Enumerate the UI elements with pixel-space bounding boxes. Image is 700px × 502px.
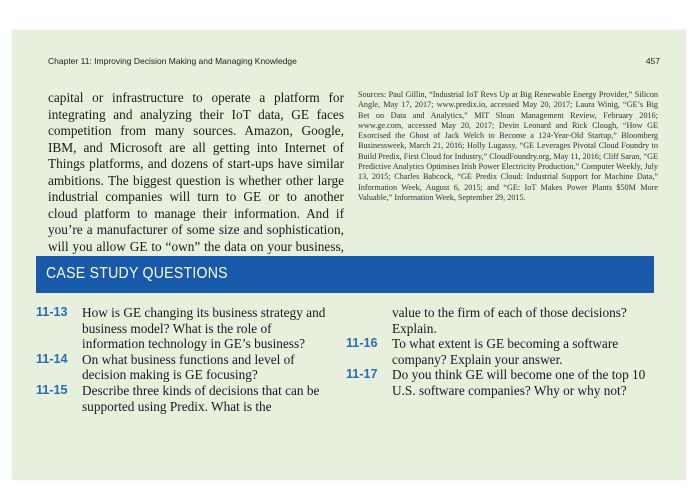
question-number: 11-14	[36, 351, 68, 366]
question-number: 11-17	[346, 367, 378, 382]
question-number: 11-15	[36, 382, 68, 397]
page-number: 457	[645, 56, 660, 66]
question-item	[36, 352, 336, 383]
question-item	[346, 367, 646, 398]
sources-citation: Sources: Paul Gillin, “Industrial IoT Revs Up at Big Renewable Energy Provider,” Silicon Angle, May 17, 2017; www.predix.io, accessed May 20, 2017; Laura Winig, “GE’s Big Bet on Data and Analytics,” MIT Sloan Management Review, February 2016; www.ge.com, accessed May 20, 2017; Devin Leonard and Rick Clough, “How GE Exorcised the Ghost of Jack Welch to Become a 124-Year-Old Startup,” Bloomberg Businessweek, March 21, 2016; Holly Lugassy, “GE Leverages Pivotal Cloud Foundry to Build Predix, First Cloud for Industry,” CloudFoundry.org, May 11, 2016; Cliff Saran, “GE Predictive Analytics Optimises Irish Power Electricity Production,” Computer Weekly, July 13, 2015; Charles Babcock, “GE Predix Cloud: Industrial Support for Machine Data,” Information Week, August 6, 2015; and “GE: IoT Makes Power Plants $50M More Valuable,” Information Week, September 29, 2015.	[358, 90, 658, 202]
question-text: How is GE changing its business strategy and business model? What is the role of information technology in GE’s business?	[82, 305, 326, 352]
page-header	[12, 30, 686, 74]
chapter-title: Chapter 11: Improving Decision Making and Managing Knowledge	[48, 56, 297, 66]
question-continuation: value to the firm of each of those decisions? Explain.	[392, 305, 627, 336]
question-text: To what extent is GE becoming a software company? Explain your answer.	[392, 336, 619, 367]
question-text: Describe three kinds of decisions that can be supported using Predix. What is the	[82, 382, 320, 414]
case-study-banner	[36, 256, 654, 293]
question-number: 11-13	[36, 305, 68, 319]
question-item	[36, 383, 336, 414]
questions-column-left	[36, 305, 336, 414]
case-study-title: CASE STUDY QUESTIONS	[46, 265, 228, 282]
question-number: 11-16	[346, 336, 378, 351]
question-text: On what business functions and level of decision making is GE focusing?	[82, 351, 295, 383]
case-body-text: capital or infrastructure to operate a platform for integrating and analyzing their IoT data, GE faces competition from many sources. Amazon, Google, IBM, and Microsoft are all getting into Internet of Things platforms, and dozens of start-ups have similar ambitions. The biggest question is whether other large industrial companies will turn to GE or to another cloud platform to manage their information. And if you’re a manufacturer of some size and sophistication, will you allow GE to “own” the data on your business,	[48, 90, 344, 254]
questions-column-right	[346, 305, 646, 399]
question-item	[346, 336, 646, 367]
question-item	[36, 305, 336, 352]
question-text: Do you think GE will become one of the top 10 U.S. software companies? Why or why not?	[392, 367, 646, 398]
